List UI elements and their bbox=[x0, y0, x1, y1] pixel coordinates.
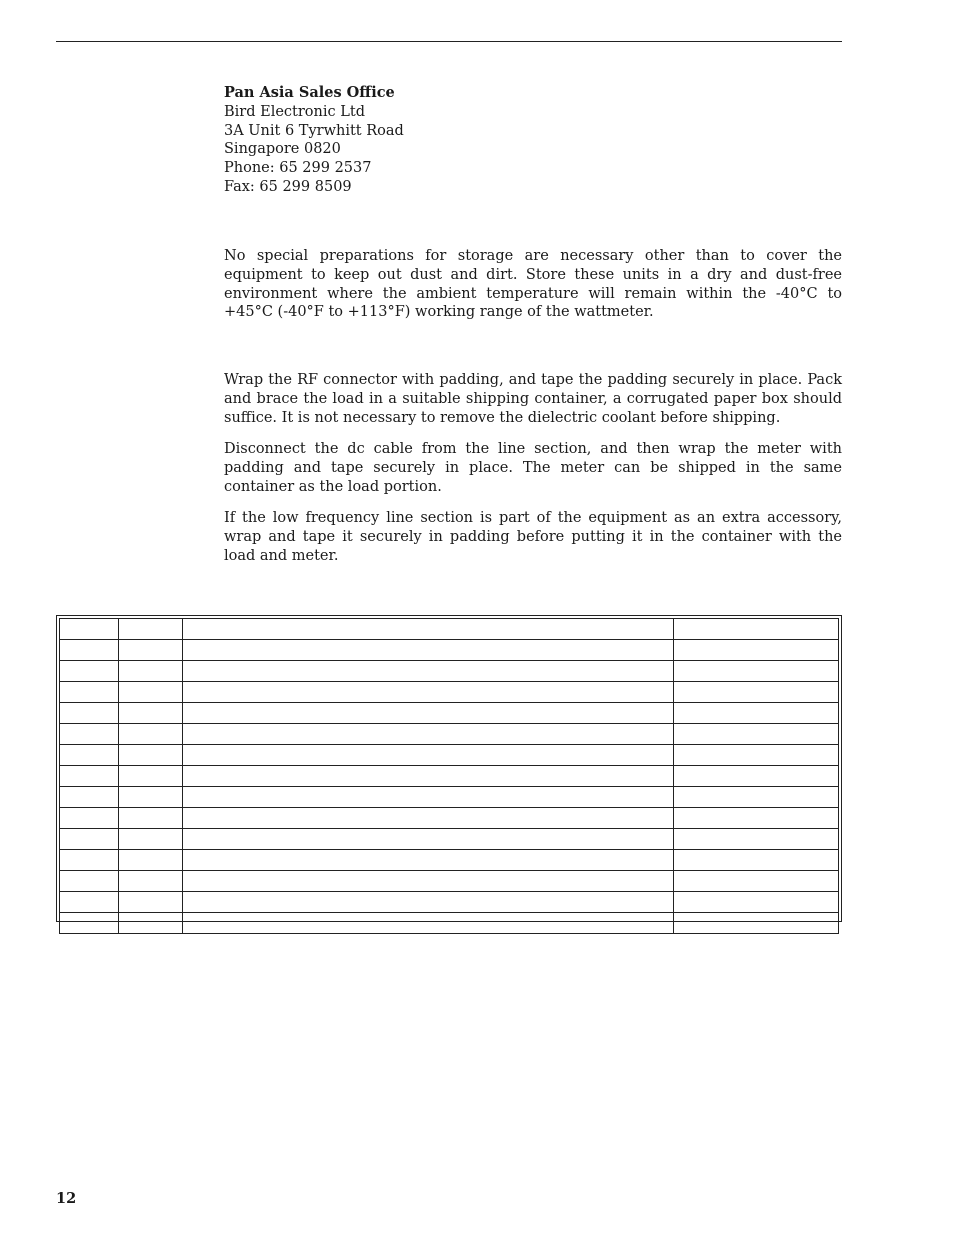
shipping-paragraph: If the low frequency line section is part of the equipment as an extra accessory, wrap and tape it securely in padding before putting it in the container with the load and meter. bbox=[224, 510, 842, 564]
table-cell bbox=[119, 892, 183, 913]
shipping-paragraph: Disconnect the dc cable from the line section, and then wrap the meter with padding and tape securely in place. The meter can be shipped in the same container as the load portion. bbox=[224, 441, 842, 495]
table-row bbox=[60, 829, 839, 850]
table-cell bbox=[674, 892, 839, 913]
shipping-paragraph: Wrap the RF connector with padding, and tape the padding securely in place. Pack and brace the load in a suitable shipping container, a corrugated paper box should suffice. It is not necessary to remove the dielectric coolant before shipping. bbox=[224, 372, 842, 426]
table-cell bbox=[674, 682, 839, 703]
table-cell bbox=[60, 871, 119, 892]
table-cell bbox=[60, 703, 119, 724]
table-row bbox=[60, 871, 839, 892]
table-row bbox=[60, 619, 839, 640]
table-cell bbox=[183, 724, 674, 745]
table-cell bbox=[183, 808, 674, 829]
table-row bbox=[60, 787, 839, 808]
table-cell bbox=[60, 682, 119, 703]
table-cell bbox=[119, 724, 183, 745]
table-cell bbox=[119, 745, 183, 766]
table-cell bbox=[183, 913, 674, 934]
table-cell bbox=[674, 640, 839, 661]
table-cell bbox=[60, 850, 119, 871]
table-cell bbox=[60, 766, 119, 787]
table-cell bbox=[183, 829, 674, 850]
table-cell bbox=[119, 661, 183, 682]
table-row bbox=[60, 745, 839, 766]
table-cell bbox=[119, 913, 183, 934]
table-cell bbox=[119, 850, 183, 871]
table-cell bbox=[183, 850, 674, 871]
table-cell bbox=[60, 829, 119, 850]
address-line: 3A Unit 6 Tyrwhitt Road bbox=[224, 122, 404, 139]
table-cell bbox=[60, 661, 119, 682]
table-row bbox=[60, 850, 839, 871]
table-cell bbox=[60, 745, 119, 766]
table-cell bbox=[60, 787, 119, 808]
table-cell bbox=[119, 787, 183, 808]
table-cell bbox=[60, 913, 119, 934]
table-cell bbox=[183, 703, 674, 724]
table-cell bbox=[60, 619, 119, 640]
table-cell bbox=[674, 724, 839, 745]
header-rule bbox=[56, 41, 842, 42]
table-row bbox=[60, 808, 839, 829]
table-cell bbox=[183, 682, 674, 703]
table-cell bbox=[674, 871, 839, 892]
table-row bbox=[60, 640, 839, 661]
fax-line: Fax: 65 299 8509 bbox=[224, 178, 352, 195]
sales-office-address bbox=[224, 84, 404, 197]
table-cell bbox=[674, 766, 839, 787]
table-row bbox=[60, 703, 839, 724]
table-cell bbox=[119, 619, 183, 640]
table-cell bbox=[119, 829, 183, 850]
table-cell bbox=[119, 703, 183, 724]
table-cell bbox=[119, 640, 183, 661]
office-name: Pan Asia Sales Office bbox=[224, 84, 395, 101]
table-cell bbox=[183, 619, 674, 640]
address-line: Bird Electronic Ltd bbox=[224, 103, 365, 120]
table-cell bbox=[183, 871, 674, 892]
table-cell bbox=[183, 661, 674, 682]
table-cell bbox=[674, 913, 839, 934]
table-cell bbox=[183, 766, 674, 787]
parts-table bbox=[56, 615, 842, 922]
table-cell bbox=[674, 661, 839, 682]
storage-paragraph: No special preparations for storage are necessary other than to cover the equipment to keep out dust and dirt. Store these units in a dry and dust-free environment where the ambient temperature will remain within the -40°C to +45°C (-40°F to +113°F) working range of the wattmeter. bbox=[224, 248, 842, 321]
table-row bbox=[60, 892, 839, 913]
table-row bbox=[60, 724, 839, 745]
table-cell bbox=[674, 787, 839, 808]
table-row bbox=[60, 766, 839, 787]
table-cell bbox=[119, 766, 183, 787]
table-cell bbox=[674, 808, 839, 829]
table-cell bbox=[60, 808, 119, 829]
table-body bbox=[60, 619, 839, 934]
table-cell bbox=[183, 892, 674, 913]
table-cell bbox=[674, 703, 839, 724]
table-row bbox=[60, 913, 839, 934]
address-line: Singapore 0820 bbox=[224, 141, 341, 158]
table-cell bbox=[119, 808, 183, 829]
table-cell bbox=[60, 640, 119, 661]
table-cell bbox=[674, 619, 839, 640]
table-cell bbox=[183, 745, 674, 766]
table-row bbox=[60, 682, 839, 703]
phone-line: Phone: 65 299 2537 bbox=[224, 160, 372, 177]
table-cell bbox=[674, 745, 839, 766]
table-cell bbox=[119, 871, 183, 892]
table-cell bbox=[674, 829, 839, 850]
table-cell bbox=[183, 640, 674, 661]
table-cell bbox=[183, 787, 674, 808]
table-cell bbox=[119, 682, 183, 703]
table-cell bbox=[60, 892, 119, 913]
page-number: 12 bbox=[56, 1190, 77, 1207]
table-row bbox=[60, 661, 839, 682]
table-cell bbox=[60, 724, 119, 745]
table-cell bbox=[674, 850, 839, 871]
